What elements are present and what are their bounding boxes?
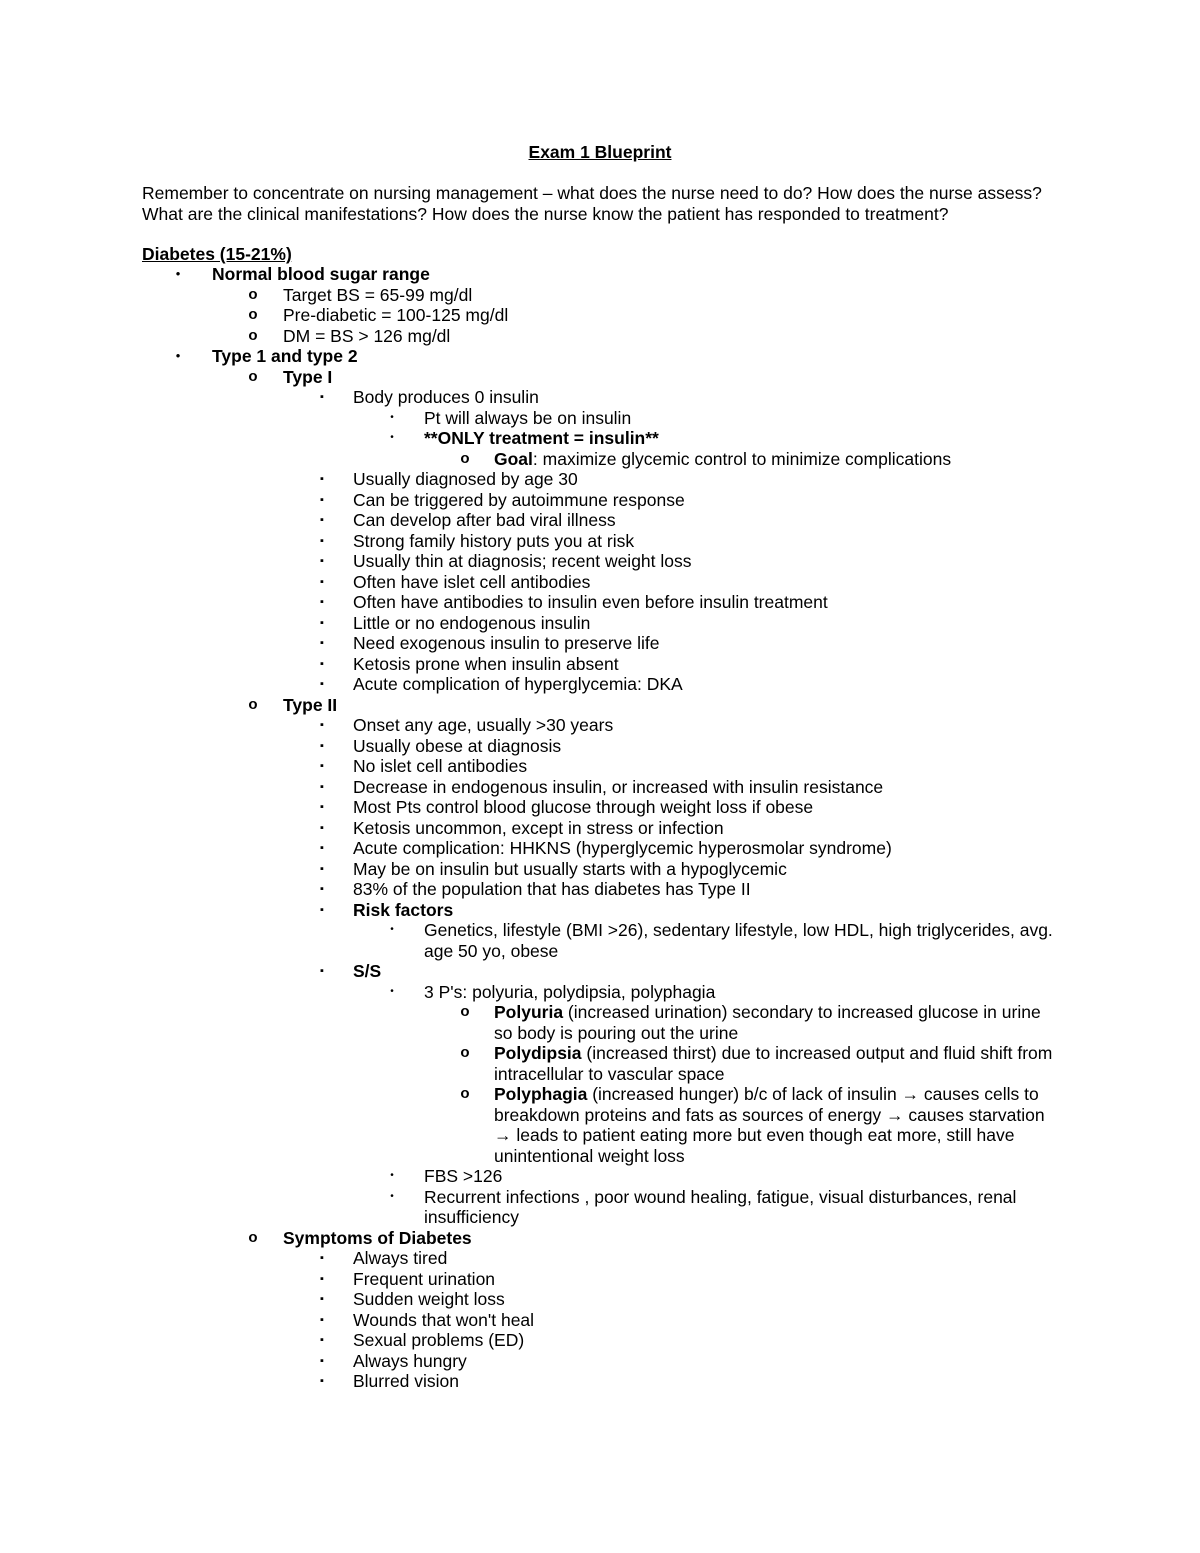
- outline-item-text: 3 P's: polyuria, polydipsia, polyphagia: [424, 981, 716, 1002]
- bullet-marker: •: [390, 1170, 394, 1181]
- outline-item-level-3: [0, 633, 1200, 654]
- bullet-marker: o: [460, 1003, 470, 1020]
- outline-item-level-3: [0, 736, 1200, 757]
- outline-item-text: Can develop after bad viral illness: [353, 510, 616, 530]
- outline-item-level-2: [0, 285, 1200, 306]
- outline-item-text: Need exogenous insulin to preserve life: [353, 633, 660, 653]
- outline-item-level-4: [0, 982, 1064, 1003]
- outline-item-level-3: [0, 531, 1200, 552]
- bullet-marker: ▪: [320, 1334, 324, 1346]
- outline-item-text: Acute complication of hyperglycemia: DKA: [353, 674, 683, 694]
- bullet-marker: ▪: [320, 678, 324, 690]
- outline-item-bold-text: Polydipsia: [494, 1043, 582, 1063]
- outline-item-text: Strong family history puts you at risk: [353, 530, 635, 551]
- outline-item-level-1: [0, 264, 1200, 285]
- outline-item-text: Recurrent infections , poor wound healing, fatigue, visual disturbances, renal insufficiency: [424, 1186, 1017, 1227]
- bullet-marker: ▪: [320, 534, 324, 547]
- outline-item-bold-text: Goal: [494, 448, 533, 469]
- outline-item-level-3: [0, 961, 1200, 982]
- outline-item-bold-text: **ONLY treatment = insulin**: [424, 428, 659, 448]
- outline-item-level-4: [0, 1187, 1064, 1228]
- outline-item-text: Target BS = 65-99 mg/dl: [283, 284, 473, 305]
- outline-item-text: DM = BS > 126 mg/dl: [283, 325, 451, 346]
- bullet-marker: ▪: [320, 862, 324, 875]
- outline-item-text: Sudden weight loss: [353, 1289, 505, 1309]
- outline-item-level-3: [0, 838, 1200, 859]
- outline-item-level-4: [0, 920, 1064, 961]
- outline-item-level-2: [0, 305, 1200, 326]
- bullet-marker: •: [175, 348, 181, 363]
- outline-item-text: Usually thin at diagnosis; recent weight loss: [353, 551, 692, 571]
- bullet-marker: o: [248, 1228, 258, 1246]
- outline-item-text: Ketosis uncommon, except in stress or infection: [353, 817, 724, 838]
- section-heading: Diabetes (15-21%): [142, 244, 292, 264]
- outline-item-level-3: [0, 1351, 1200, 1372]
- outline-item-level-3: [0, 777, 1200, 798]
- outline-item-level-3: [0, 756, 1200, 777]
- bullet-marker: ▪: [320, 780, 324, 793]
- bullet-marker: •: [390, 924, 394, 935]
- bullet-marker: ▪: [320, 965, 324, 977]
- outline-item-text: No islet cell antibodies: [353, 756, 528, 776]
- outline-item-level-3: [0, 818, 1200, 839]
- bullet-marker: ▪: [320, 903, 324, 916]
- bullet-marker: ▪: [320, 1252, 324, 1264]
- bullet-marker: ▪: [320, 596, 324, 608]
- outline-item-text: Often have antibodies to insulin even before insulin treatment: [353, 592, 828, 612]
- outline-item-bold-text: Type 1 and type 2: [212, 346, 358, 366]
- outline-item-text: Usually obese at diagnosis: [353, 735, 562, 756]
- outline-item-text: Decrease in endogenous insulin, or increased with insulin resistance: [353, 776, 884, 797]
- bullet-marker: o: [460, 1085, 470, 1102]
- outline-item-level-2: [0, 1228, 1200, 1249]
- outline-item-level-4: [0, 428, 1064, 449]
- outline-item-level-3: [0, 1330, 1200, 1351]
- outline-list: [0, 264, 1200, 1392]
- outline-item-bold-text: Polyphagia: [494, 1084, 588, 1104]
- outline-item-text: Frequent urination: [353, 1268, 496, 1289]
- bullet-marker: ▪: [320, 473, 324, 485]
- outline-item-bold-text: Normal blood sugar range: [212, 264, 430, 284]
- outline-item-bold-text: Risk factors: [353, 899, 454, 920]
- bullet-marker: •: [390, 411, 394, 423]
- outline-item-text: Always tired: [353, 1248, 448, 1268]
- outline-item-text: Pre-diabetic = 100-125 mg/dl: [283, 305, 509, 325]
- outline-item-text: (increased urination) secondary to increased glucose in urine so body is pouring out the urine: [494, 1002, 1041, 1043]
- bullet-marker: •: [175, 266, 181, 281]
- outline-item-level-3: [0, 859, 1200, 880]
- outline-item-bold-text: Type II: [283, 694, 338, 715]
- outline-item-level-3: [0, 900, 1200, 921]
- bullet-marker: •: [390, 1190, 394, 1202]
- outline-item-level-3: [0, 879, 1200, 900]
- bullet-marker: •: [390, 985, 394, 997]
- outline-item-text: Little or no endogenous insulin: [353, 612, 591, 633]
- bullet-marker: o: [248, 306, 258, 323]
- outline-item-level-5: [0, 1002, 1064, 1043]
- bullet-marker: ▪: [320, 493, 324, 506]
- outline-item-text: Body produces 0 insulin: [353, 387, 539, 407]
- outline-item-text: Most Pts control blood glucose through weight loss if obese: [353, 797, 814, 817]
- outline-item-text: Onset any age, usually >30 years: [353, 715, 614, 735]
- outline-item-level-2: [0, 326, 1200, 347]
- outline-item-level-3: [0, 715, 1200, 736]
- bullet-marker: o: [248, 285, 258, 303]
- bullet-marker: ▪: [320, 842, 324, 854]
- outline-item-level-1: [0, 346, 1200, 367]
- bullet-marker: ▪: [320, 1293, 324, 1305]
- bullet-marker: ▪: [320, 1272, 324, 1285]
- outline-item-text: Blurred vision: [353, 1371, 460, 1391]
- outline-item-text: Pt will always be on insulin: [424, 407, 632, 428]
- bullet-marker: o: [248, 695, 258, 713]
- outline-item-bold-text: Symptoms of Diabetes: [283, 1227, 472, 1248]
- outline-item-text: Sexual problems (ED): [353, 1330, 525, 1350]
- outline-item-text: (increased thirst) due to increased output and fluid shift from intracellular to vascular space: [494, 1043, 1053, 1084]
- outline-item-level-3: [0, 469, 1200, 490]
- bullet-marker: ▪: [320, 719, 324, 731]
- outline-item-level-3: [0, 797, 1200, 818]
- bullet-marker: ▪: [320, 821, 324, 834]
- bullet-marker: ▪: [320, 1313, 324, 1326]
- outline-item-text: Usually diagnosed by age 30: [353, 469, 578, 489]
- bullet-marker: •: [390, 432, 394, 443]
- document-title: Exam 1 Blueprint: [528, 142, 672, 162]
- bullet-marker: ▪: [320, 1354, 324, 1367]
- outline-item-bold-text: S/S: [353, 961, 382, 981]
- outline-item-level-4: [0, 408, 1064, 429]
- bullet-marker: ▪: [320, 1375, 324, 1387]
- bullet-marker: ▪: [320, 575, 324, 588]
- outline-item-bold-text: Polyuria: [494, 1002, 564, 1022]
- bullet-marker: ▪: [320, 616, 324, 629]
- bullet-marker: ▪: [320, 760, 324, 772]
- outline-item-level-5: [0, 1043, 1064, 1084]
- outline-item-level-3: [0, 674, 1200, 695]
- outline-item-level-3: [0, 490, 1200, 511]
- outline-item-text: Genetics, lifestyle (BMI >26), sedentary lifestyle, low HDL, high triglycerides, avg. age 50 yo, obese: [424, 920, 1053, 961]
- bullet-marker: ▪: [320, 637, 324, 649]
- bullet-marker: ▪: [320, 555, 324, 567]
- outline-item-level-3: [0, 510, 1200, 531]
- outline-item-level-4: [0, 1166, 1064, 1187]
- bullet-marker: ▪: [320, 514, 324, 526]
- intro-paragraph: Remember to concentrate on nursing management – what does the nurse need to do? How does the nurse assess? What are the clinical manifestations? How does the nurse know the patient has responded to treatment?: [142, 183, 1042, 224]
- outline-item-text: Often have islet cell antibodies: [353, 571, 591, 592]
- outline-item-level-3: [0, 592, 1200, 613]
- outline-item-level-3: [0, 387, 1200, 408]
- bullet-marker: o: [460, 1044, 470, 1061]
- bullet-marker: o: [248, 367, 258, 385]
- bullet-marker: ▪: [320, 657, 324, 670]
- outline-item-level-2: [0, 367, 1200, 388]
- outline-item-level-3: [0, 1371, 1200, 1392]
- outline-item-level-3: [0, 1248, 1200, 1269]
- outline-item-level-3: [0, 572, 1200, 593]
- outline-item-text: May be on insulin but usually starts with a hypoglycemic: [353, 858, 787, 879]
- outline-item-level-3: [0, 1269, 1200, 1290]
- outline-item-text: 83% of the population that has diabetes has Type II: [353, 879, 751, 899]
- bullet-marker: ▪: [320, 739, 324, 752]
- outline-item-level-3: [0, 1310, 1200, 1331]
- outline-item-text: : maximize glycemic control to minimize complications: [532, 448, 952, 469]
- bullet-marker: o: [460, 449, 470, 467]
- bullet-marker: ▪: [320, 801, 324, 813]
- outline-item-level-3: [0, 551, 1200, 572]
- outline-item-text: Ketosis prone when insulin absent: [353, 653, 619, 674]
- outline-item-level-2: [0, 695, 1200, 716]
- outline-item-bold-text: Type I: [283, 366, 333, 387]
- outline-item-text: (increased hunger) b/c of lack of insulin → causes cells to breakdown proteins and fats as sources of energy → causes starvation → leads to patient eating more but even though eat more, still have unintentional weight loss: [494, 1084, 1045, 1166]
- bullet-marker: ▪: [320, 391, 324, 403]
- outline-item-text: Always hungry: [353, 1350, 467, 1371]
- bullet-marker: o: [248, 326, 258, 344]
- outline-item-level-5: [0, 449, 1064, 470]
- outline-item-text: Acute complication: HHKNS (hyperglycemic hyperosmolar syndrome): [353, 838, 892, 858]
- outline-item-text: Wounds that won't heal: [353, 1309, 535, 1330]
- outline-item-level-3: [0, 654, 1200, 675]
- outline-item-text: FBS >126: [424, 1166, 503, 1186]
- outline-item-level-3: [0, 1289, 1200, 1310]
- outline-item-level-5: [0, 1084, 1064, 1166]
- outline-item-text: Can be triggered by autoimmune response: [353, 489, 685, 510]
- outline-item-level-3: [0, 613, 1200, 634]
- bullet-marker: ▪: [320, 883, 324, 895]
